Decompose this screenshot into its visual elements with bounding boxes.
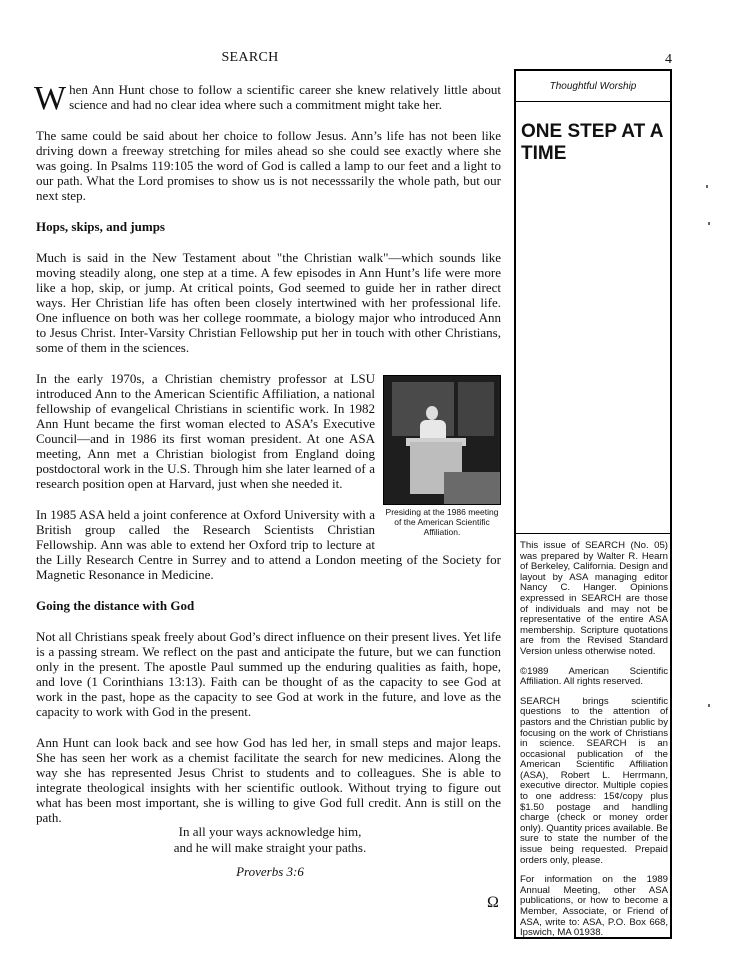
lecture-photo <box>383 375 501 505</box>
photo-figure <box>383 375 501 537</box>
copyright-notice: ©1989 American Scientific Affiliation. All rights reserved. <box>520 665 668 688</box>
scan-speck <box>706 185 708 188</box>
sidebar-title: ONE STEP AT A TIME <box>521 121 663 164</box>
scan-speck <box>708 704 710 707</box>
paragraph: Not all Christians speak freely about God’s direct influence on their present lives. Yet life is a passing stream. We reflect on the past and anticipate the future, but we can function only in the present. The apostle Paul summed up the enduring qualities as faith, hope, and love (1 Corinthians 13:13). Faith can be thought of as the capacity to see God at work in the past, hope as the capacity to see God at work in the future, and love as the capacity to work with God in the present. <box>36 629 501 719</box>
drop-cap: W <box>34 80 67 117</box>
intro-text: hen Ann Hunt chose to follow a scientific career she knew relatively little about science and had no clear idea where such a commitment might take her. <box>69 82 501 112</box>
omega-end-mark: Ω <box>487 894 499 911</box>
section-heading: Hops, skips, and jumps <box>36 219 165 234</box>
paragraph: The same could be said about her choice to follow Jesus. Ann’s life has not been like driving down a freeway stretching for miles ahead so she could see exactly where she was going. In Psalms 119:105 the word of God is called a lamp to our feet and a light to our path. What the Lord promises to show us is not necesssarily the whole path, but our next step. <box>36 128 501 203</box>
scripture-verse <box>150 824 390 856</box>
running-header: SEARCH <box>221 50 279 65</box>
verse-line: and he will make straight your paths. <box>173 840 367 855</box>
table <box>444 472 500 504</box>
colophon <box>520 541 668 948</box>
intro-paragraph <box>34 80 501 117</box>
speaker-head <box>426 406 438 420</box>
sidebar-kicker: Thoughtful Worship <box>549 81 637 92</box>
paragraph: Much is said in the New Testament about "the Christian walk"—which sounds like moving steadily along, one step at a time. A few episodes in Ann Hunt’s life were more like a hop, skip, or jump. At critical points, God seemed to guide her in rather direct ways. Her Christian life has often been closely intertwined with her professional life. One influence on both was her college roommate, a biology major who introduced Ann to Jesus Christ. Inter-Varsity Christian Fellowship put her in touch with other Christians, some of them in the sciences. <box>36 250 501 355</box>
section-heading: Going the distance with God <box>36 598 195 613</box>
contact-info: For information on the 1989 Annual Meeting, other ASA publications, or how to become a Member, Associate, or Friend of ASA, write to: ASA, P.O. Box 668, Ipswich, MA 01938. <box>520 874 668 939</box>
sidebar-box <box>514 69 672 939</box>
verse-reference: Proverbs 3:6 <box>236 864 304 879</box>
scan-speck <box>708 222 710 225</box>
paragraph: In 1985 ASA held a joint conference at Oxford University with a British group called the Research Scientists Christian Fellowship. Ann was able to extend her Oxford trip to lecture at the Lilly Research Centre in Surrey and to attend a London meeting of the Society for Magnetic Resonance in Medicine. <box>36 507 501 582</box>
chalkboard <box>458 382 494 436</box>
photo-caption: Presiding at the 1986 meeting of the American Scientific Affiliation. <box>385 507 499 537</box>
article-body <box>36 82 501 841</box>
divider <box>516 533 670 534</box>
paragraph: In the early 1970s, a Christian chemistry professor at LSU introduced Ann to the American Scientific Affiliation, a national fellowship of evangelical Christians in scientific work. In 1982 Ann Hunt became the first woman elected to ASA’s Executive Council—and in 1986 its first woman president. At one ASA meeting, Ann met a Christian biologist from England doing postdoctoral work in the U.S. Through him she later learned of a research position open at Harvard, just when she needed it. <box>36 371 375 491</box>
page-number: 4 <box>665 52 672 67</box>
divider <box>516 101 670 102</box>
colophon-paragraph: This issue of SEARCH (No. 05) was prepared by Walter R. Hearn of Berkeley, California. Design and layout by ASA managing editor Nancy C. Hanger. Opinions expressed in SEARCH are those of individuals and may not be representative of the entire ASA membership. Scripture quotations are from the Revised Standard Version unless otherwise noted. <box>520 540 668 657</box>
paragraph: Ann Hunt can look back and see how God has led her, in small steps and major leaps. She has seen her work as a chemist facilitate the search for new medicines. Along the way she has represented Jesus Christ to students and to colleagues. She is able to integrate theological insights with her scientific outlook. Without trying to figure out what has been most important, she is willing to give God full credit. Ann is still on the path. <box>36 735 501 825</box>
verse-line: In all your ways acknowledge him, <box>178 824 362 839</box>
colophon-paragraph: SEARCH brings scientific questions to the attention of pastors and the Christian public by focusing on the work of Christians in science. SEARCH is an occasional publication of the American Scientific Affiliation (ASA), Robert L. Herrmann, executive director. Multiple copies to one address: 15¢/copy plus $1.50 postage and handling charge (check or money order only). Quantity prices available. Be sure to state the number of the issue being requested. Prepaid orders only, please. <box>520 695 668 866</box>
